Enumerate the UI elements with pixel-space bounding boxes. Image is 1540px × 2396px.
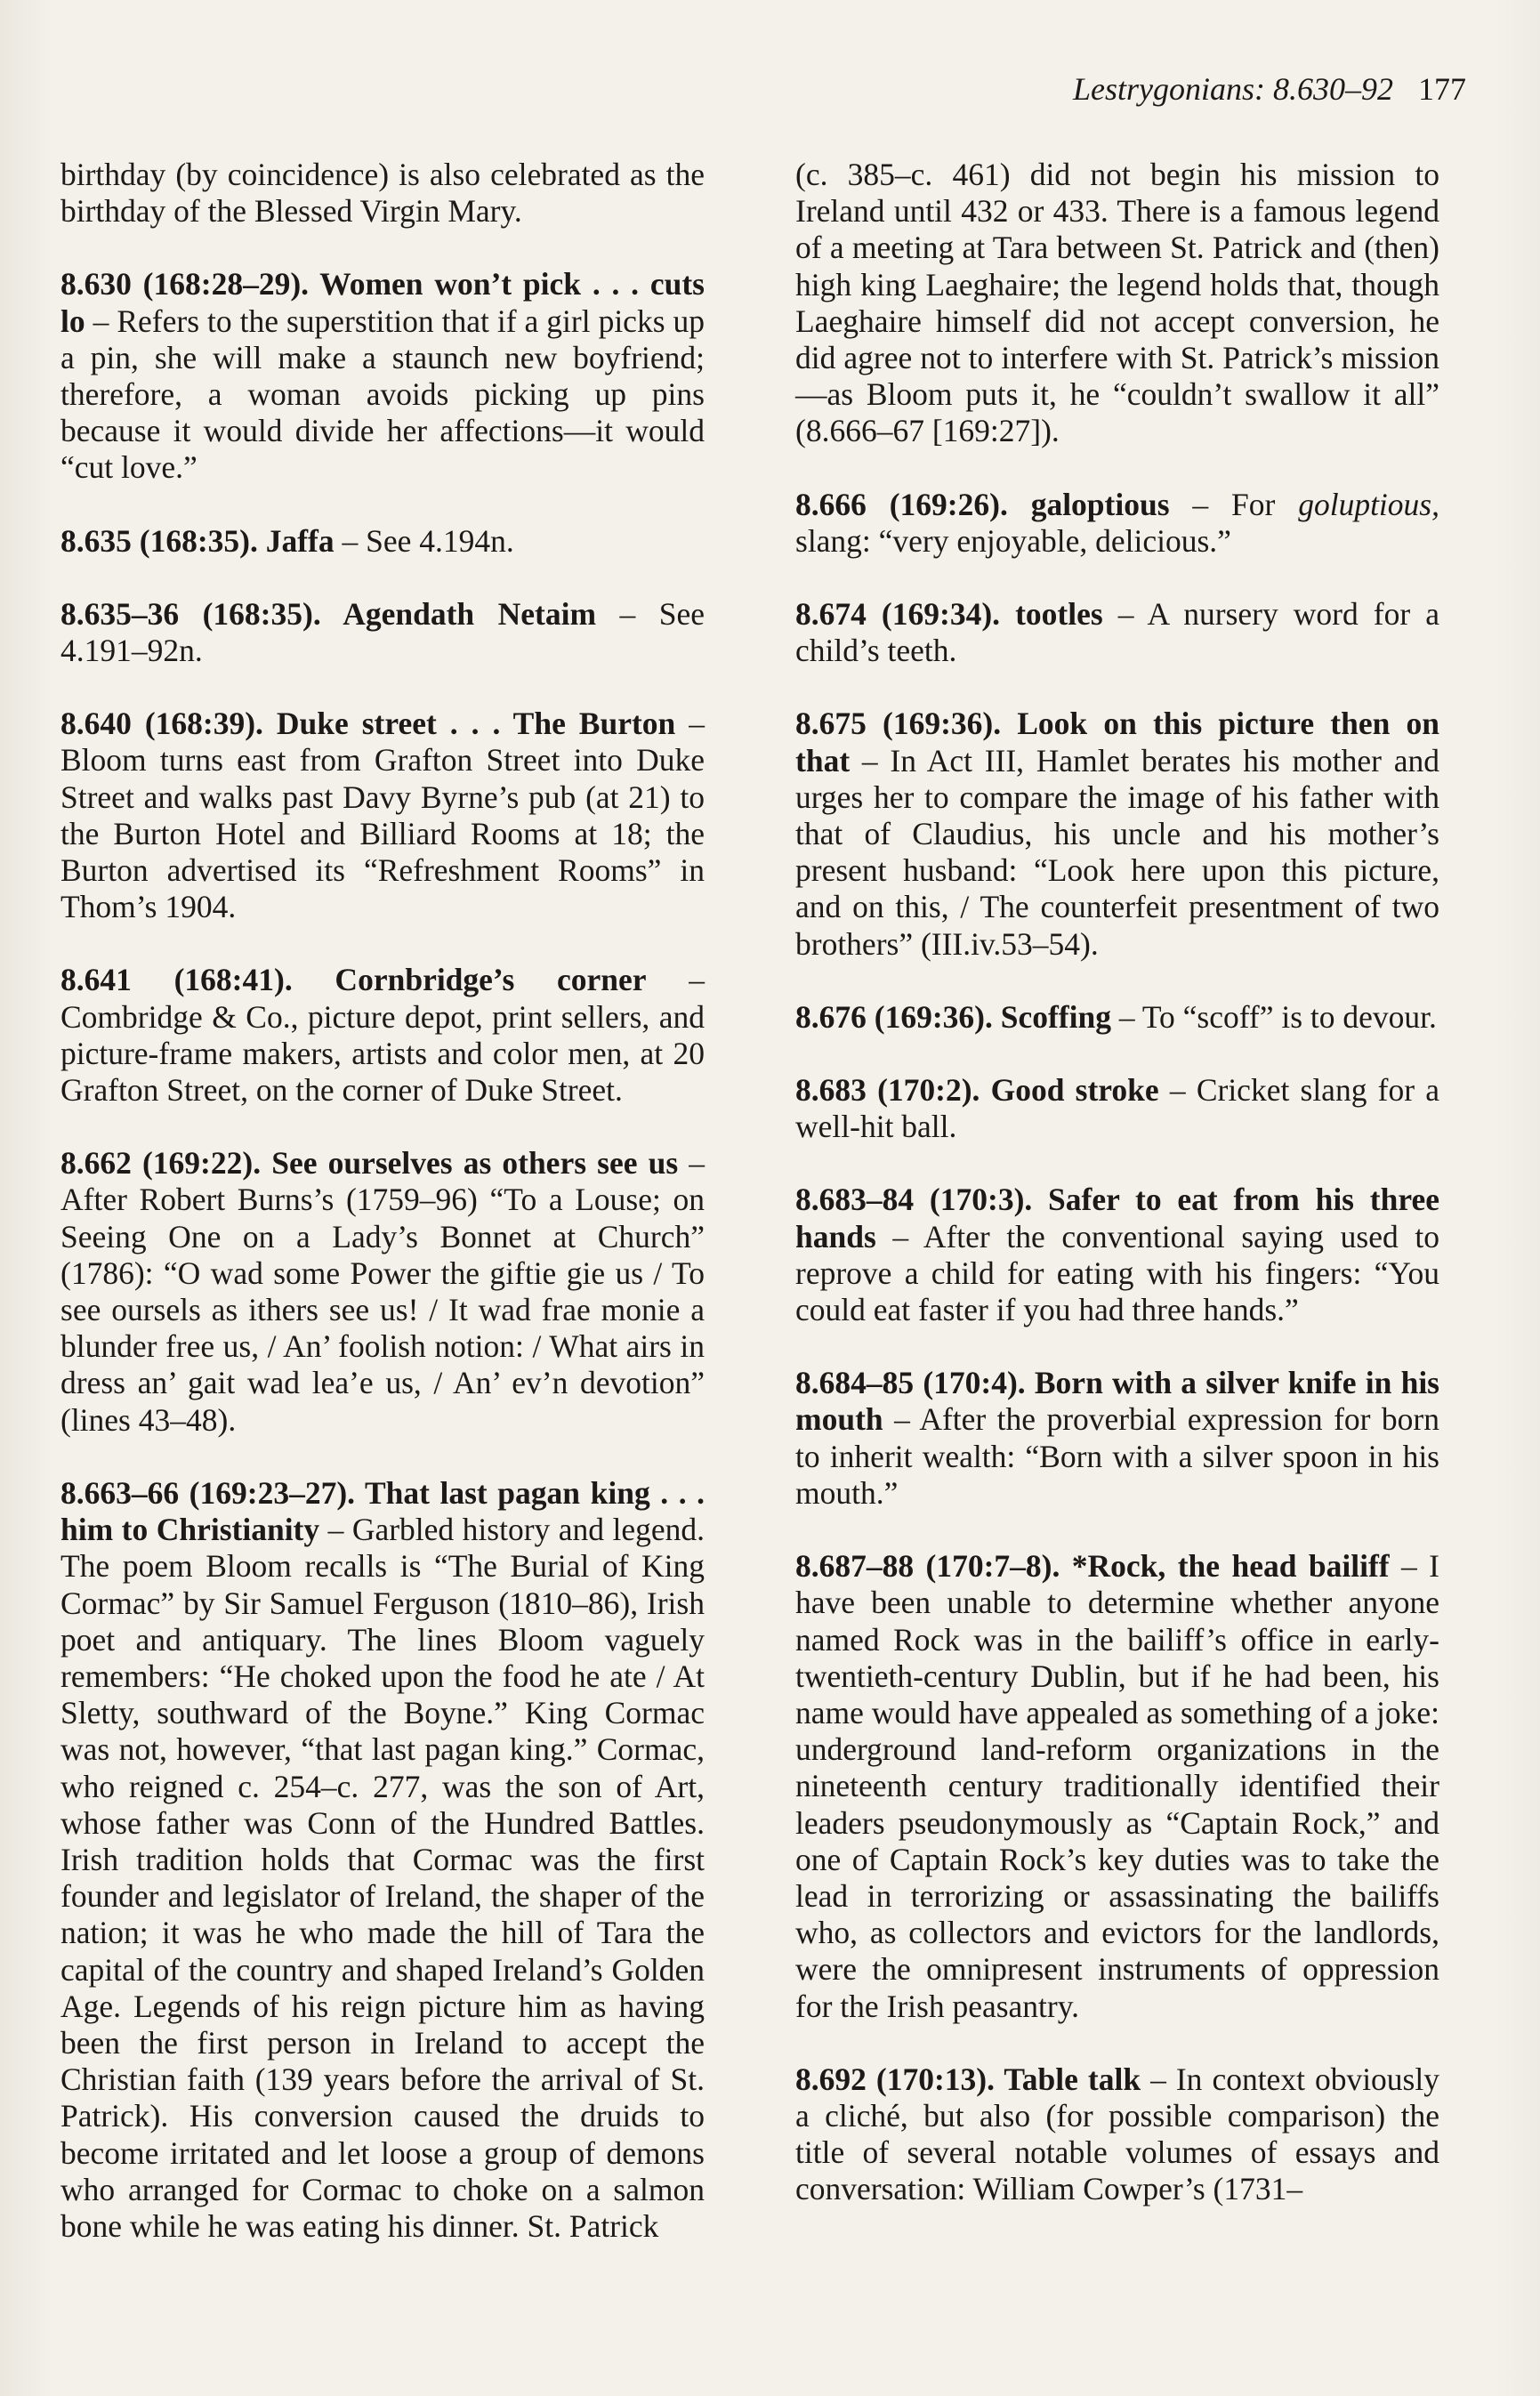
entry-heading: 8.692 (170:13). Table talk <box>795 2061 1141 2097</box>
entry-text: – After the conventional saying used to reprove a child for eating with his fingers: “You could eat faster if you had three hands.” <box>795 1218 1439 1328</box>
entry-heading: 8.663–66 (169:23–27). That last pagan king . . . him to Christianity <box>60 1474 705 1548</box>
entry-italic-term: goluptious, <box>1298 486 1439 522</box>
entry-text: – See 4.194n. <box>334 522 514 559</box>
entry-heading: 8.635 (168:35). Jaffa <box>60 522 335 559</box>
note-entry <box>60 962 705 1109</box>
note-entry <box>60 523 705 560</box>
entry-heading: 8.635–36 (168:35). Agendath Netaim <box>60 595 597 632</box>
note-entry <box>795 1072 1439 1145</box>
entry-text: – Cricket slang for a well-hit ball. <box>795 1072 1439 1145</box>
continuation-paragraph: (c. 385–c. 461) did not begin his mission to Ireland until 432 or 433. There is a famous legend of a meeting at Tara between St. Patrick and (then) high king Laeghaire; the legend holds that, though Laeghaire himself did not accept conversion, he did agree not to interfere with St. Patrick’s mission—as Bloom puts it, he “couldn’t swallow it all” (8.666–67 [169:27]). <box>795 157 1439 449</box>
entry-text: – Bloom turns east from Grafton Street into Duke Street and walks past Davy Byrne’s pub (at 21) to the Burton Hotel and Billiard Rooms at 18; the Burton advertised its “Refreshment Rooms” in Thom’s 1904. <box>60 706 705 925</box>
entry-heading: 8.683 (170:2). Good stroke <box>795 1072 1159 1109</box>
note-entry <box>795 2061 1439 2208</box>
note-entry <box>60 1145 705 1439</box>
right-column <box>795 157 1439 2245</box>
continuation-paragraph: birthday (by coincidence) is also celebrated as the birthday of the Blessed Virgin Mary. <box>60 157 705 230</box>
running-head <box>763 69 1466 109</box>
entry-heading: 8.640 (168:39). Duke street . . . The Burton <box>60 706 676 742</box>
note-entry <box>60 706 705 925</box>
entry-text: – After the proverbial expression for born to inherit wealth: “Born with a silver spoon in his mouth.” <box>795 1401 1439 1511</box>
running-head-title: Lestrygonians: 8.630–92 <box>1073 71 1393 107</box>
entry-heading: 8.687–88 (170:7–8). *Rock, the head bailiff <box>795 1548 1390 1585</box>
note-entry <box>795 1182 1439 1328</box>
entry-text: – To “scoff” is to devour. <box>1110 998 1437 1035</box>
entry-text: – Refers to the superstition that if a girl picks up a pin, she will make a staunch new boyfriend; therefore, a woman avoids picking up pins because it would divide her affections—it would “cut love.” <box>60 303 705 486</box>
entry-text: – Garbled history and legend. The poem Bloom recalls is “The Burial of King Cormac” by Sir Samuel Ferguson (1810–86), Irish poet and antiquary. The lines Bloom vaguely remembers: “He choked upon the food he ate / At Sletty, southward of the Boyne.” King Cormac was not, however, “that last pagan king.” Cormac, who reigned c. 254–c. 277, was the son of Art, whose father was Conn of the Hundred Battles. Irish tradition holds that Cormac was the first founder and legislator of Ireland, the shaper of the nation; it was he who made the hill of Tara the capital of the country and shaped Ireland’s Golden Age. Legends of his reign picture him as having been the first person in Ireland to accept the Christian faith (139 years before the arrival of St. Patrick). His conversion caused the druids to become irritated and let loose a group of demons who arranged for Cormac to choke on a salmon bone while he was eating his dinner. St. Patrick <box>60 1512 705 2244</box>
note-entry <box>60 596 705 669</box>
entry-text: – In Act III, Hamlet berates his mother and urges her to compare the image of his father with that of Claudius, his uncle and his mother’s present husband: “Look here upon this picture, and on this, / The counterfeit presentment of two brothers” (III.iv.53–54). <box>795 742 1439 962</box>
note-entry <box>60 1475 705 2245</box>
entry-heading: 8.676 (169:36). Scoffing <box>795 998 1111 1035</box>
note-entry <box>795 1365 1439 1512</box>
note-entry <box>795 1548 1439 2025</box>
note-entry <box>795 487 1439 560</box>
entry-text: – A nursery word for a child’s teeth. <box>795 596 1440 669</box>
note-entry <box>795 706 1439 962</box>
entry-text: – In context obviously a cliché, but also (for possible comparison) the title of several notable volumes of essays and conversation: William Cowper’s (1731– <box>795 2061 1439 2207</box>
note-entry <box>60 266 705 486</box>
entry-heading: 8.674 (169:34). tootles <box>795 596 1103 633</box>
entry-text: slang: “very enjoyable, delicious.” <box>795 522 1231 559</box>
entry-heading: 8.684–85 (170:4). Born with a silver knife in his mouth <box>795 1365 1439 1438</box>
entry-text: – Combridge & Co., picture depot, print sellers, and picture-frame makers, artists and color men, at 20 Grafton Street, on the corner of Duke Street. <box>60 962 705 1109</box>
entry-text: – I have been unable to determine whether anyone named Rock was in the bailiff’s office in early-twentieth-century Dublin, but if he had been, his name would have appealed as something of a joke: underground land-reform organizations in the nineteenth century traditionally identified their leaders pseudonymously as “Captain Rock,” and one of Captain Rock’s key duties was to take the lead in terrorizing or assassinating the bailiffs who, as collectors and evictors for the landlords, were the omnipresent instruments of oppression for the Irish peasantry. <box>795 1548 1439 2024</box>
left-column <box>60 157 705 2281</box>
entry-heading: 8.641 (168:41). Cornbridge’s corner <box>60 962 647 998</box>
entry-heading: 8.662 (169:22). See ourselves as others see us <box>60 1145 679 1182</box>
note-entry <box>795 596 1439 669</box>
entry-text: – After Robert Burns’s (1759–96) “To a Louse; on Seeing One on a Lady’s Bonnet at Church” (1786): “O wad some Power the giftie gie us / To see oursels as ithers see us! / It wad frae monie a blunder free us, / An’ foolish notion: / What airs in dress an’ gait wad lea’e us, / An’ ev’n devotion” (lines 43–48). <box>60 1145 705 1438</box>
entry-heading: 8.683–84 (170:3). Safer to eat from his three hands <box>795 1182 1439 1254</box>
entry-text: – For <box>1169 486 1299 522</box>
note-entry <box>795 999 1439 1036</box>
entry-heading: 8.630 (168:28–29). Women won’t pick . . . cuts lo <box>60 266 705 339</box>
entry-heading: 8.666 (169:26). galoptious <box>795 486 1170 522</box>
entry-heading: 8.675 (169:36). Look on this picture then on that <box>795 706 1439 778</box>
entry-text: – See 4.191–92n. <box>60 595 705 669</box>
page-number: 177 <box>1418 71 1466 107</box>
